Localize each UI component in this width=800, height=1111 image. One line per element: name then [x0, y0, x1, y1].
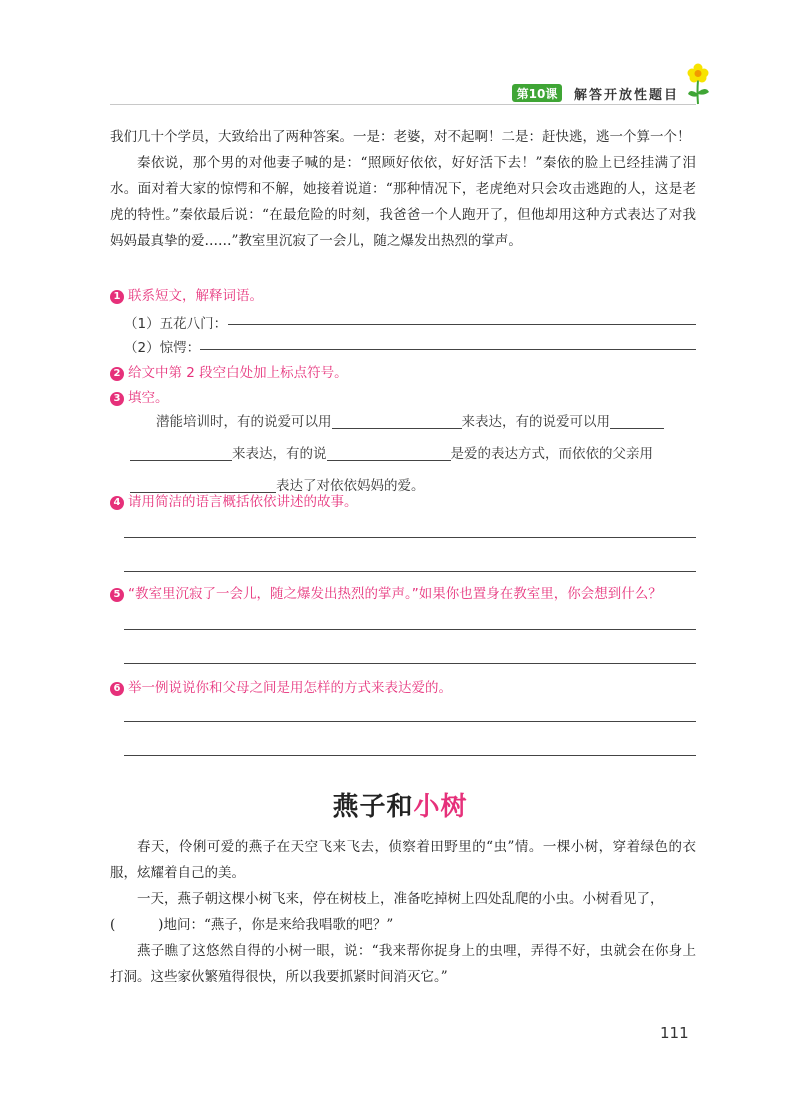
question-number: 1 [110, 290, 124, 304]
q3-blank-1[interactable] [332, 412, 462, 429]
q5-answer-line-2[interactable] [124, 663, 696, 664]
header-divider [110, 104, 696, 105]
passage-paragraph-2: 秦依说，那个男的对他妻子喊的是：“照顾好依依，好好活下去！”秦依的脸上已经挂满了泪水。面对着大家的惊愕和不解，她接着说道：“那种情况下，老虎绝对只会攻击逃跑的人，这是老虎的特性。”秦依最后说：“在最危险的时刻，我爸爸一个人跑开了，但他却用这种方式表达了对我妈妈最真挚的爱……”教室里沉寂了一会儿，随之爆发出热烈的掌声。 [110, 155, 696, 249]
question-1 [110, 284, 263, 304]
q6-answer-line-1[interactable] [124, 721, 696, 722]
story-title: 燕子和小树 [332, 792, 468, 822]
question-number: 5 [110, 588, 124, 602]
question-number: 6 [110, 682, 124, 696]
q1-item-2-label: （2）惊愕： [124, 340, 201, 356]
q6-answer-line-2[interactable] [124, 755, 696, 756]
question-4 [110, 490, 358, 510]
q1-item-1-label: （1）五花八门： [124, 316, 228, 332]
question-text: 给文中第 2 段空白处加上标点符号。 [128, 365, 348, 381]
q3-fill-in: 潜能培训时，有的说爱可以用 来表达，有的说爱可以用 来表达，有的说 是爱的表达方式，而依依的父亲用 表达了对依依妈妈的爱。 [130, 406, 696, 502]
question-text: 填空。 [128, 390, 169, 406]
q3-blank-2-cont[interactable] [130, 444, 232, 461]
q3-blank-2[interactable] [610, 412, 664, 429]
question-text: 举一例说说你和父母之间是用怎样的方式来表达爱的。 [128, 680, 452, 696]
story-title-highlight: 小树 [413, 792, 468, 822]
flower-icon [684, 62, 712, 106]
passage-paragraph-1: 我们几十个学员，大致给出了两种答案。一是：老婆，对不起啊！二是：赶快逃，逃一个算一个！ [110, 129, 691, 145]
question-number: 4 [110, 496, 124, 510]
question-number: 2 [110, 367, 124, 381]
question-2 [110, 361, 348, 381]
q5-answer-line-1[interactable] [124, 629, 696, 630]
question-number: 3 [110, 392, 124, 406]
q1-item-1-answer-line[interactable] [228, 324, 696, 325]
story-paragraph-3: 燕子瞧了这悠然自得的小树一眼，说：“我来帮你捉身上的虫哩，弄得不好，虫就会在你身上打洞。这些家伙繁殖得很快，所以我要抓紧时间消灭它。” [110, 943, 696, 985]
lesson-title: 解答开放性题目 [574, 88, 680, 103]
q4-answer-line-1[interactable] [124, 537, 696, 538]
question-5 [110, 582, 662, 602]
question-3 [110, 386, 169, 406]
question-6 [110, 676, 452, 696]
q4-answer-line-2[interactable] [124, 571, 696, 572]
question-text: 联系短文，解释词语。 [128, 288, 263, 304]
question-text: “教室里沉寂了一会儿，随之爆发出热烈的掌声。”如果你也置身在教室里，你会想到什么？ [128, 586, 662, 602]
story-blank[interactable]: ( ) [110, 917, 164, 933]
question-text: 请用简洁的语言概括依依讲述的故事。 [128, 494, 358, 510]
lesson-badge: 第10课 [512, 84, 562, 102]
page-number: 111 [660, 1024, 689, 1042]
story-paragraph-1: 春天，伶俐可爱的燕子在天空飞来飞去，侦察着田野里的“虫”情。一棵小树，穿着绿色的衣服，炫耀着自己的美。 [110, 839, 696, 881]
story-paragraph-2: 一天，燕子朝这棵小树飞来，停在树枝上，准备吃掉树上四处乱爬的小虫。小树看见了， ( )地问：“燕子，你是来给我唱歌的吧？” [110, 891, 664, 933]
q3-blank-3[interactable] [327, 444, 451, 461]
q1-item-2-answer-line[interactable] [200, 349, 696, 350]
